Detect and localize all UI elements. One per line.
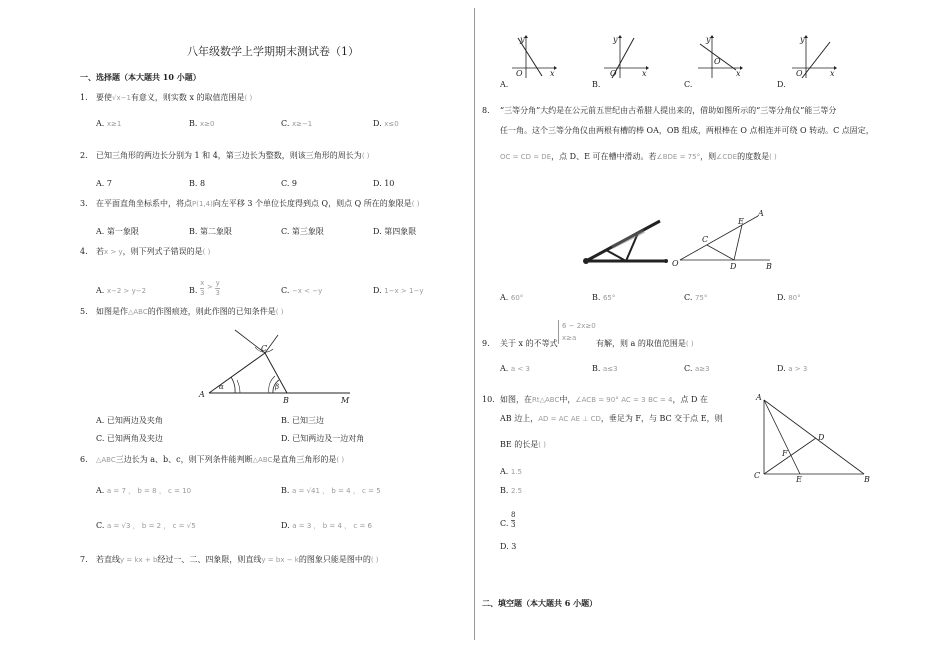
q4-number: 4. xyxy=(80,247,88,256)
q3-option-c[interactable]: C. 第三象限 xyxy=(281,227,324,236)
q9-stem-pre: 关于 x 的不等式 xyxy=(500,339,558,348)
q9-inequality-system: 6 − 2x≥0 x≥a xyxy=(558,320,596,344)
svg-text:O: O xyxy=(672,259,679,268)
svg-text:B: B xyxy=(766,262,772,271)
svg-text:O: O xyxy=(796,69,803,78)
q7-graph-d xyxy=(788,34,836,78)
q9-option-a[interactable]: A. a < 3 xyxy=(500,364,530,373)
svg-text:C: C xyxy=(702,235,709,244)
q9-option-c[interactable]: C. a≥3 xyxy=(684,364,710,373)
svg-text:x: x xyxy=(830,69,835,78)
svg-text:x: x xyxy=(642,69,647,78)
q4-stem: 若x > y，则下列式子错误的是( ) xyxy=(96,247,211,256)
q8-number: 8. xyxy=(482,106,490,115)
q6-option-b[interactable]: B. a = √41 ， b = 4 ， c = 5 xyxy=(281,486,381,495)
q2-stem: 已知三角形的两边长分别为 1 和 4，第三边长为整数，则该三角形的周长为( ) xyxy=(96,151,370,160)
q5-option-c[interactable]: C. 已知两角及夹边 xyxy=(96,434,163,443)
q3-option-b[interactable]: B. 第二象限 xyxy=(189,227,232,236)
q4-option-b[interactable]: B. $\frac{x}{3} > \frac{y}{3}$ xyxy=(189,279,220,297)
q5-fig-label-m: M xyxy=(341,396,350,405)
svg-text:O: O xyxy=(610,69,617,78)
svg-text:y: y xyxy=(613,35,618,44)
q8-option-b[interactable]: B. 65° xyxy=(592,293,616,302)
q2-option-c[interactable]: C. 9 xyxy=(281,179,298,188)
q3-option-d[interactable]: D. 第四象限 xyxy=(373,227,417,236)
q1-option-d[interactable]: D. x≤0 xyxy=(373,119,399,128)
q2-option-b[interactable]: B. 8 xyxy=(189,179,206,188)
q5-option-b[interactable]: B. 已知三边 xyxy=(281,416,324,425)
q10-line-3: BE 的长是( ) xyxy=(500,440,546,449)
q10-line-1: 如图，在Rt△ABC中，∠ACB = 90° AC = 3 BC = 4，点 D 在 xyxy=(500,395,708,404)
svg-text:O: O xyxy=(516,69,523,78)
page-divider xyxy=(474,8,475,640)
page-title: 八年级数学上学期期末测试卷（1） xyxy=(187,45,359,58)
q10-number: 10. xyxy=(482,395,495,404)
q5-option-d[interactable]: D. 已知两边及一边对角 xyxy=(281,434,365,443)
q1-option-b[interactable]: B. x≥0 xyxy=(189,119,215,128)
q5-figure xyxy=(195,325,365,405)
svg-text:y: y xyxy=(800,35,805,44)
q7-option-b[interactable]: B. xyxy=(592,80,601,89)
q5-fig-label-c: C xyxy=(261,344,268,353)
q1-option-a[interactable]: A. x≥1 xyxy=(96,119,122,128)
svg-text:B: B xyxy=(864,475,870,484)
q3-number: 3. xyxy=(80,199,88,208)
q7-graph-c xyxy=(694,34,742,78)
q8-line-3: OC = CD = DE，点 D、E 可在槽中滑动。若∠BDE = 75°，则∠CDE的度数是( ) xyxy=(500,152,777,161)
q5-number: 5. xyxy=(80,307,88,316)
q3-stem: 在平面直角坐标系中，将点P(1,4)向左平移 3 个单位长度得到点 Q，则点 Q 所在的象限是( ) xyxy=(96,199,420,208)
q1-stem: 要使√x−1有意义，则实数 x 的取值范围是( ) xyxy=(96,93,253,102)
q10-option-d[interactable]: D. 3 xyxy=(500,542,517,551)
q9-stem-post: 有解，则 a 的取值范围是( ) xyxy=(596,339,694,348)
q5-stem: 如图是作△ABC的作图痕迹，则此作图的已知条件是( ) xyxy=(96,307,284,316)
svg-text:O: O xyxy=(714,57,721,66)
svg-text:y: y xyxy=(520,35,525,44)
section-1-heading: 一、选择题（本大题共 10 小题） xyxy=(80,72,201,82)
section-2-heading: 二、填空题（本大题共 6 小题） xyxy=(482,598,598,608)
q7-graph-a xyxy=(508,34,556,78)
q9-option-d[interactable]: D. a > 3 xyxy=(777,364,808,373)
q5-fig-label-alpha: α xyxy=(219,383,224,391)
q8-trisector-device-figure xyxy=(580,215,670,267)
q10-option-c[interactable]: C. $\frac{8}{3}$ xyxy=(500,511,516,529)
svg-text:x: x xyxy=(736,69,741,78)
q7-number: 7. xyxy=(80,555,88,564)
q7-option-d[interactable]: D. xyxy=(777,80,786,89)
q6-stem: △ABC三边长为 a、b、c，则下列条件能判断△ABC是直角三角形的是( ) xyxy=(96,455,345,464)
q8-option-d[interactable]: D. 80° xyxy=(777,293,801,302)
svg-text:D: D xyxy=(730,262,737,271)
svg-text:E: E xyxy=(796,475,802,484)
q9-number: 9. xyxy=(482,339,490,348)
svg-text:C: C xyxy=(754,471,761,480)
q5-option-a[interactable]: A. 已知两边及夹角 xyxy=(96,416,163,425)
svg-text:A: A xyxy=(758,209,764,218)
q10-option-a[interactable]: A. 1.5 xyxy=(500,467,523,476)
q5-fig-label-beta: β xyxy=(275,383,280,391)
q10-option-b[interactable]: B. 2.5 xyxy=(500,486,523,495)
q2-option-d[interactable]: D. 10 xyxy=(373,179,395,188)
q8-option-a[interactable]: A. 60° xyxy=(500,293,524,302)
svg-text:E: E xyxy=(738,217,744,226)
q6-option-c[interactable]: C. a = √3 ， b = 2 ， c = √5 xyxy=(96,521,196,530)
q2-option-a[interactable]: A. 7 xyxy=(96,179,112,188)
q7-stem: 若直线y = kx + b经过一、二、四象限，则直线y = bx − k的图象只能是图中的( ) xyxy=(96,555,379,564)
svg-text:y: y xyxy=(706,35,711,44)
q9-option-b[interactable]: B. a≤3 xyxy=(592,364,618,373)
q8-line-2: 任一角。这个三等分角仪由两根有槽的棒 OA，OB 组成，两根棒在 O 点相连并可绕 O 转动。C 点固定， xyxy=(500,126,874,135)
q6-option-a[interactable]: A. a = 7 ， b = 8 ， c = 10 xyxy=(96,486,192,495)
q7-option-c[interactable]: C. xyxy=(684,80,693,89)
q3-option-a[interactable]: A. 第一象限 xyxy=(96,227,139,236)
q7-graph-b xyxy=(600,34,648,78)
q8-line-1: “三等分角”大约是在公元前五世纪由古希腊人提出来的，借助如图所示的“三等分角仪”能三等分 xyxy=(500,106,837,115)
q10-line-2: AB 边上，AD = AC AE ⊥ CD，垂足为 F，与 BC 交于点 E，则 xyxy=(500,414,723,423)
q1-option-c[interactable]: C. x≥−1 xyxy=(281,119,313,128)
q6-option-d[interactable]: D. a = 3 ， b = 4 ， c = 6 xyxy=(281,521,373,530)
svg-text:x: x xyxy=(550,69,555,78)
q8-geometry-figure xyxy=(670,210,780,270)
q10-figure xyxy=(752,392,872,484)
q4-option-c[interactable]: C. −x < −y xyxy=(281,286,323,295)
q2-number: 2. xyxy=(80,151,88,160)
svg-text:F: F xyxy=(782,449,788,458)
q6-number: 6. xyxy=(80,455,88,464)
q5-fig-label-a: A xyxy=(199,390,205,399)
q1-number: 1. xyxy=(80,93,88,102)
q8-option-c[interactable]: C. 75° xyxy=(684,293,708,302)
svg-text:D: D xyxy=(818,433,825,442)
q5-fig-label-b: B xyxy=(283,396,289,405)
q7-option-a[interactable]: A. xyxy=(500,80,509,89)
q4-option-d[interactable]: D. 1−x > 1−y xyxy=(373,286,424,295)
q4-option-a[interactable]: A. x−2 > y−2 xyxy=(96,286,147,295)
svg-text:A: A xyxy=(756,393,762,402)
